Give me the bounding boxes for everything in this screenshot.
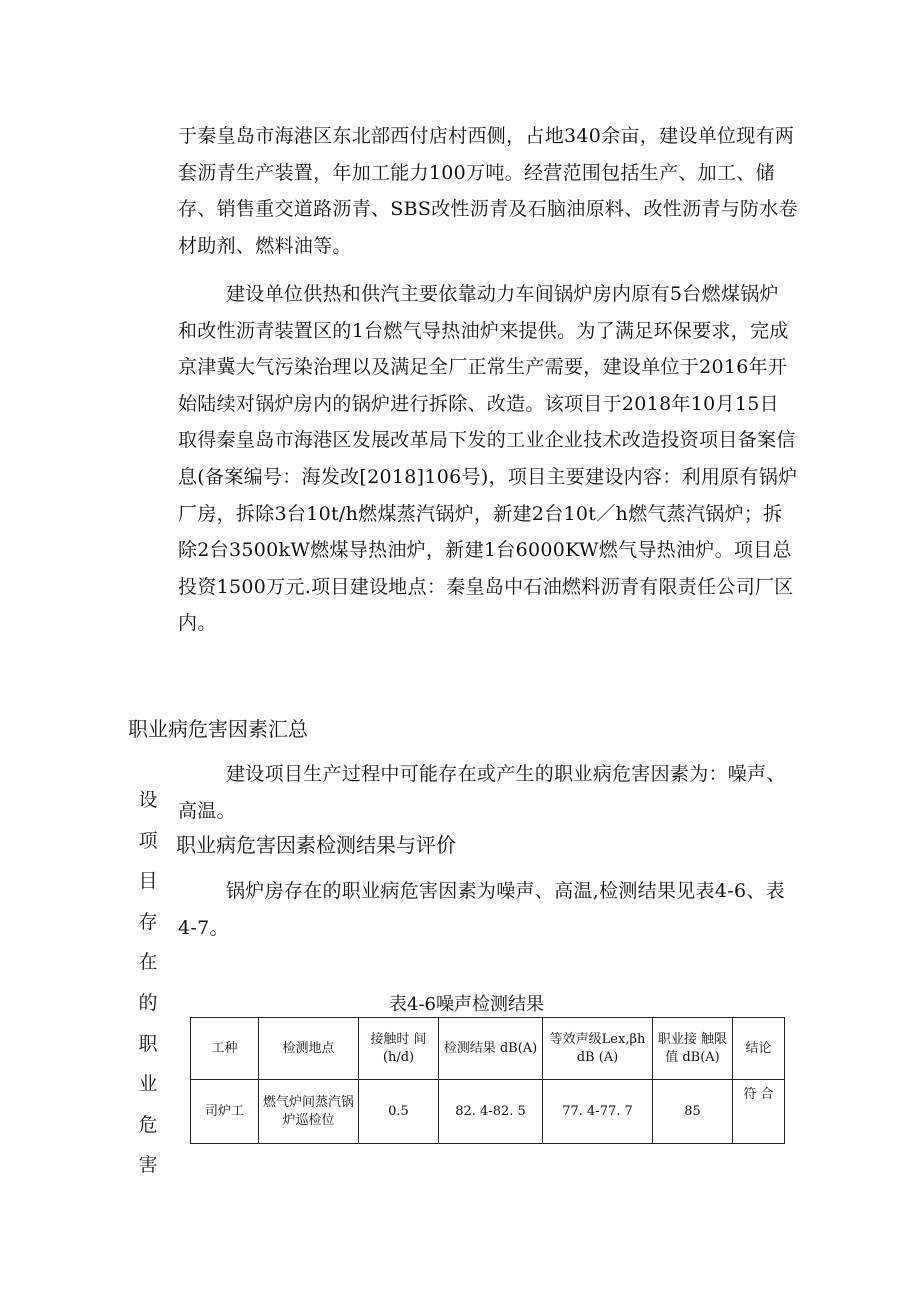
hazards-paragraph: 建设项目生产过程中可能存在或产生的职业病危害因素为：噪声、高温。 xyxy=(178,763,786,822)
cell-limit: 85 xyxy=(653,1080,733,1144)
vertical-char: 项 xyxy=(138,829,158,852)
cell-equivalent-level: 77. 4-77. 7 xyxy=(543,1080,653,1144)
table-row xyxy=(191,1080,785,1144)
cell-exposure-time: 0.5 xyxy=(359,1080,439,1144)
vertical-char: 在 xyxy=(138,951,158,974)
table-header-row xyxy=(191,1018,785,1080)
header-limit: 职业接 触限值 dB(A) xyxy=(653,1018,733,1080)
project-paragraph: 建设单位供热和供汽主要依靠动力车间锅炉房内原有5台燃煤锅炉和改性沥青装置区的1台燃气导热油炉来提供。为了满足环保要求，完成京津冀大气污染治理以及满足全厂正常生产需要，建设单位于2016年开始陆续对锅炉房内的锅炉进行拆除、改造。该项目于2018年10月15日取得秦皇岛市海港区发展改革局下发的工业企业技术改造投资项目备案信息(备案编号：海发改[2018]106号)，项目主要建设内容：利用原有锅炉厂房，拆除3台10t/h燃煤蒸汽锅炉，新建2台10t／h燃气蒸汽锅炉；拆除2台3500kW燃煤导热油炉，新建1台6000KW燃气导热油炉。项目总投资1500万元.项目建设地点：秦皇岛中石油燃料沥青有限责任公司厂区内。 xyxy=(178,283,798,635)
noise-results-table xyxy=(190,1017,785,1144)
vertical-char: 危 xyxy=(138,1113,158,1136)
vertical-char: 害 xyxy=(138,1154,158,1177)
vertical-char: 业 xyxy=(138,1073,158,1096)
header-exposure-time: 接触时 间(h/d) xyxy=(359,1018,439,1080)
vertical-char: 职 xyxy=(138,1032,158,1055)
section-heading-summary: 职业病危害因素汇总 xyxy=(128,717,308,741)
header-location: 检测地点 xyxy=(259,1018,359,1080)
table-caption: 表4-6噪声检测结果 xyxy=(389,994,544,1015)
section-heading-results: 职业病危害因素检测结果与评价 xyxy=(176,833,456,857)
cell-job: 司炉工 xyxy=(191,1080,259,1144)
cell-location: 燃气炉间蒸汽锅炉巡检位 xyxy=(259,1080,359,1144)
cell-result: 82. 4-82. 5 xyxy=(439,1080,543,1144)
header-equivalent-level: 等效声级Lex,βh dB (A) xyxy=(543,1018,653,1080)
vertical-char: 的 xyxy=(138,991,158,1014)
vertical-char: 存 xyxy=(138,910,158,933)
cell-conclusion: 符 合 xyxy=(733,1080,785,1144)
intro-paragraph: 于秦皇岛市海港区东北部西付店村西侧，占地340余亩，建设单位现有两套沥青生产装置，年加工能力100万吨。经营范围包括生产、加工、储存、销售重交道路沥青、SBS改性沥青及石脑油原料、改性沥青与防水卷材助剂、燃料油等。 xyxy=(178,125,798,257)
vertical-char: 设 xyxy=(138,789,158,811)
vertical-margin-text xyxy=(136,780,160,1186)
header-job: 工种 xyxy=(191,1018,259,1080)
vertical-char: 目 xyxy=(138,870,158,893)
header-conclusion: 结论 xyxy=(733,1018,785,1080)
header-result: 检测结果 dB(A) xyxy=(439,1018,543,1080)
detection-paragraph: 锅炉房存在的职业病危害因素为噪声、高温,检测结果见表4-6、表4-7。 xyxy=(178,880,785,939)
